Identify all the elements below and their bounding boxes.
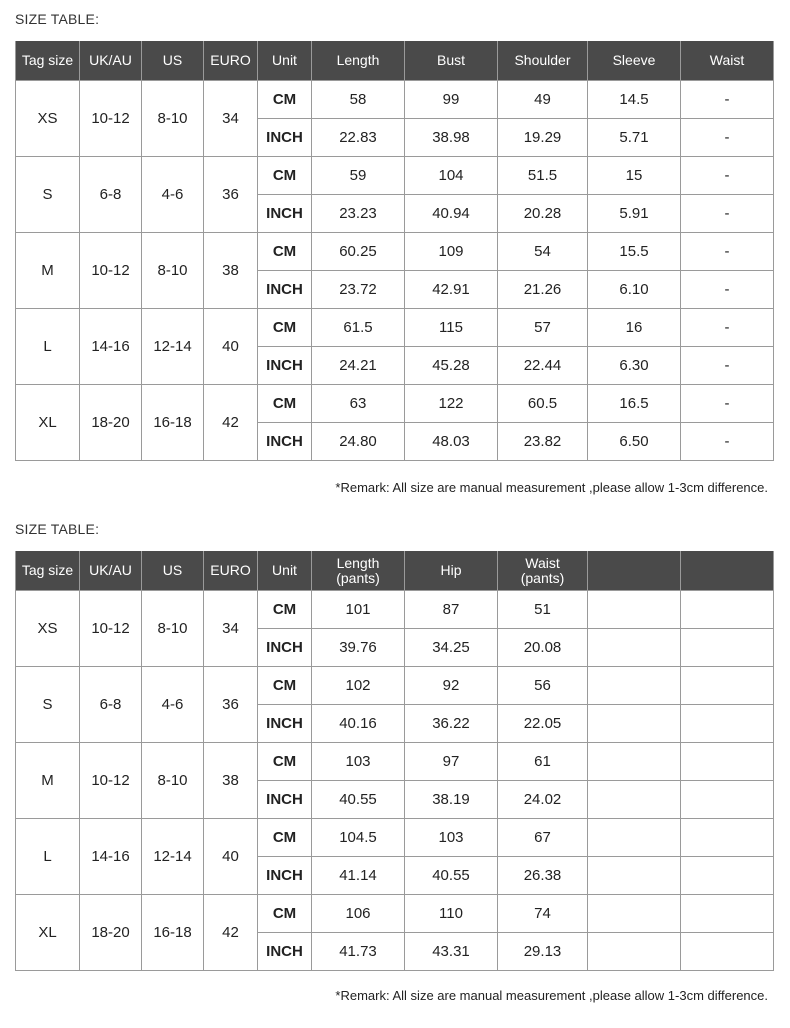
size-row-cm: [16, 309, 774, 347]
measure-cell: [681, 857, 774, 895]
unit-cell: INCH: [258, 705, 312, 743]
measure-cell: 5.91: [588, 195, 681, 233]
measure-cell: 38.98: [405, 119, 498, 157]
measure-cell: 49: [498, 81, 588, 119]
measure-cell: [681, 819, 774, 857]
tag-size-cell: S: [16, 667, 80, 743]
header-waist: Waist: [681, 41, 774, 81]
measure-cell: [588, 857, 681, 895]
measure-cell: [681, 895, 774, 933]
measure-cell: 40.55: [312, 781, 405, 819]
euro-cell: 40: [204, 819, 258, 895]
euro-cell: 42: [204, 895, 258, 971]
measure-cell: 24.21: [312, 347, 405, 385]
measure-cell: 115: [405, 309, 498, 347]
measure-cell: 36.22: [405, 705, 498, 743]
section-title: SIZE TABLE:: [15, 11, 100, 27]
size-row-cm: [16, 81, 774, 119]
uk-au-cell: 18-20: [80, 895, 142, 971]
measure-cell: 23.23: [312, 195, 405, 233]
measure-cell: [681, 781, 774, 819]
euro-cell: 34: [204, 591, 258, 667]
header-row: [16, 551, 774, 591]
measure-cell: 104: [405, 157, 498, 195]
measure-cell: 41.73: [312, 933, 405, 971]
measure-cell: 24.02: [498, 781, 588, 819]
measure-cell: 43.31: [405, 933, 498, 971]
measure-cell: 19.29: [498, 119, 588, 157]
unit-cell: CM: [258, 895, 312, 933]
measure-cell: 63: [312, 385, 405, 423]
measure-cell: [588, 667, 681, 705]
unit-cell: INCH: [258, 781, 312, 819]
tag-size-cell: XS: [16, 81, 80, 157]
unit-cell: INCH: [258, 933, 312, 971]
header-waist-pants: Waist (pants): [498, 551, 588, 591]
tag-size-cell: M: [16, 233, 80, 309]
measure-cell: 61.5: [312, 309, 405, 347]
measure-cell: [681, 591, 774, 629]
measure-cell: -: [681, 385, 774, 423]
header-empty-2: [681, 551, 774, 591]
size-row-cm: [16, 819, 774, 857]
measure-cell: -: [681, 233, 774, 271]
measure-cell: 24.80: [312, 423, 405, 461]
measure-cell: 109: [405, 233, 498, 271]
measure-cell: 103: [405, 819, 498, 857]
measure-cell: -: [681, 271, 774, 309]
measure-cell: 101: [312, 591, 405, 629]
uk-au-cell: 14-16: [80, 819, 142, 895]
unit-cell: INCH: [258, 857, 312, 895]
measure-cell: 51.5: [498, 157, 588, 195]
measure-cell: 103: [312, 743, 405, 781]
size-row-cm: [16, 743, 774, 781]
measure-cell: 23.72: [312, 271, 405, 309]
unit-cell: CM: [258, 667, 312, 705]
measure-cell: -: [681, 81, 774, 119]
measure-cell: 20.28: [498, 195, 588, 233]
measure-cell: 104.5: [312, 819, 405, 857]
measure-cell: 58: [312, 81, 405, 119]
tag-size-cell: XL: [16, 385, 80, 461]
header-sleeve: Sleeve: [588, 41, 681, 81]
section-title: SIZE TABLE:: [15, 521, 100, 537]
unit-cell: CM: [258, 81, 312, 119]
measure-cell: 22.05: [498, 705, 588, 743]
measure-cell: 45.28: [405, 347, 498, 385]
measure-cell: 92: [405, 667, 498, 705]
header-unit: Unit: [258, 41, 312, 81]
size-row-cm: [16, 385, 774, 423]
measure-cell: 22.83: [312, 119, 405, 157]
unit-cell: INCH: [258, 347, 312, 385]
us-cell: 8-10: [142, 743, 204, 819]
size-table-section-1: [0, 0, 790, 510]
measure-cell: 40.94: [405, 195, 498, 233]
measure-cell: 102: [312, 667, 405, 705]
size-table-tops: [15, 41, 774, 461]
measure-cell: [588, 819, 681, 857]
measure-cell: [681, 743, 774, 781]
measure-cell: [681, 667, 774, 705]
measure-cell: 38.19: [405, 781, 498, 819]
size-row-cm: [16, 591, 774, 629]
measure-cell: 87: [405, 591, 498, 629]
header-shoulder: Shoulder: [498, 41, 588, 81]
measure-cell: 74: [498, 895, 588, 933]
measure-cell: [588, 743, 681, 781]
measure-cell: -: [681, 195, 774, 233]
tag-size-cell: XL: [16, 895, 80, 971]
header-empty-1: [588, 551, 681, 591]
measure-cell: 40.55: [405, 857, 498, 895]
measure-cell: 22.44: [498, 347, 588, 385]
measure-cell: 41.14: [312, 857, 405, 895]
size-table-pants: [15, 551, 774, 971]
measure-cell: 54: [498, 233, 588, 271]
unit-cell: CM: [258, 309, 312, 347]
unit-cell: CM: [258, 591, 312, 629]
measure-cell: 56: [498, 667, 588, 705]
measure-cell: 60.25: [312, 233, 405, 271]
measure-cell: [588, 933, 681, 971]
uk-au-cell: 18-20: [80, 385, 142, 461]
measure-cell: 51: [498, 591, 588, 629]
header-tag-size: Tag size: [16, 41, 80, 81]
unit-cell: CM: [258, 233, 312, 271]
measure-cell: 48.03: [405, 423, 498, 461]
uk-au-cell: 10-12: [80, 743, 142, 819]
measure-cell: -: [681, 119, 774, 157]
uk-au-cell: 14-16: [80, 309, 142, 385]
us-cell: 8-10: [142, 233, 204, 309]
measure-cell: 61: [498, 743, 588, 781]
measure-cell: 15: [588, 157, 681, 195]
euro-cell: 36: [204, 157, 258, 233]
measure-cell: 106: [312, 895, 405, 933]
size-row-cm: [16, 157, 774, 195]
header-euro: EURO: [204, 551, 258, 591]
measure-cell: -: [681, 309, 774, 347]
measure-cell: [588, 705, 681, 743]
measure-cell: 20.08: [498, 629, 588, 667]
uk-au-cell: 6-8: [80, 667, 142, 743]
measure-cell: 110: [405, 895, 498, 933]
euro-cell: 38: [204, 233, 258, 309]
measure-cell: 16.5: [588, 385, 681, 423]
measure-cell: -: [681, 347, 774, 385]
measure-cell: 6.30: [588, 347, 681, 385]
uk-au-cell: 10-12: [80, 233, 142, 309]
measure-cell: 59: [312, 157, 405, 195]
euro-cell: 42: [204, 385, 258, 461]
header-uk-au: UK/AU: [80, 551, 142, 591]
header-length-pants: Length (pants): [312, 551, 405, 591]
us-cell: 8-10: [142, 591, 204, 667]
header-us: US: [142, 551, 204, 591]
unit-cell: INCH: [258, 195, 312, 233]
us-cell: 12-14: [142, 309, 204, 385]
measure-cell: [588, 781, 681, 819]
size-table-section-2: [0, 510, 790, 1028]
header-row: [16, 41, 774, 81]
measure-cell: 67: [498, 819, 588, 857]
tag-size-cell: S: [16, 157, 80, 233]
euro-cell: 36: [204, 667, 258, 743]
measure-cell: 5.71: [588, 119, 681, 157]
uk-au-cell: 10-12: [80, 591, 142, 667]
unit-cell: CM: [258, 819, 312, 857]
euro-cell: 34: [204, 81, 258, 157]
tag-size-cell: L: [16, 819, 80, 895]
measure-cell: 122: [405, 385, 498, 423]
measure-cell: -: [681, 157, 774, 195]
measure-cell: 60.5: [498, 385, 588, 423]
uk-au-cell: 10-12: [80, 81, 142, 157]
measure-cell: -: [681, 423, 774, 461]
unit-cell: INCH: [258, 629, 312, 667]
header-euro: EURO: [204, 41, 258, 81]
measure-cell: 16: [588, 309, 681, 347]
us-cell: 16-18: [142, 895, 204, 971]
euro-cell: 40: [204, 309, 258, 385]
header-bust: Bust: [405, 41, 498, 81]
measure-cell: 23.82: [498, 423, 588, 461]
header-uk-au: UK/AU: [80, 41, 142, 81]
remark-note: *Remark: All size are manual measurement ,please allow 1-3cm difference.: [335, 988, 768, 1003]
us-cell: 8-10: [142, 81, 204, 157]
size-row-cm: [16, 233, 774, 271]
measure-cell: [588, 895, 681, 933]
us-cell: 16-18: [142, 385, 204, 461]
size-row-cm: [16, 667, 774, 705]
us-cell: 4-6: [142, 157, 204, 233]
measure-cell: 26.38: [498, 857, 588, 895]
header-us: US: [142, 41, 204, 81]
measure-cell: 42.91: [405, 271, 498, 309]
unit-cell: INCH: [258, 271, 312, 309]
tag-size-cell: M: [16, 743, 80, 819]
tag-size-cell: L: [16, 309, 80, 385]
measure-cell: 57: [498, 309, 588, 347]
measure-cell: 21.26: [498, 271, 588, 309]
measure-cell: 6.10: [588, 271, 681, 309]
unit-cell: CM: [258, 385, 312, 423]
measure-cell: 6.50: [588, 423, 681, 461]
tag-size-cell: XS: [16, 591, 80, 667]
unit-cell: CM: [258, 157, 312, 195]
header-tag-size: Tag size: [16, 551, 80, 591]
uk-au-cell: 6-8: [80, 157, 142, 233]
measure-cell: 29.13: [498, 933, 588, 971]
measure-cell: 99: [405, 81, 498, 119]
measure-cell: 39.76: [312, 629, 405, 667]
header-length: Length: [312, 41, 405, 81]
measure-cell: [588, 591, 681, 629]
measure-cell: [681, 629, 774, 667]
unit-cell: INCH: [258, 423, 312, 461]
measure-cell: [681, 705, 774, 743]
unit-cell: CM: [258, 743, 312, 781]
header-hip: Hip: [405, 551, 498, 591]
measure-cell: [681, 933, 774, 971]
size-row-cm: [16, 895, 774, 933]
us-cell: 4-6: [142, 667, 204, 743]
measure-cell: 14.5: [588, 81, 681, 119]
measure-cell: 40.16: [312, 705, 405, 743]
remark-note: *Remark: All size are manual measurement ,please allow 1-3cm difference.: [335, 480, 768, 495]
euro-cell: 38: [204, 743, 258, 819]
measure-cell: 97: [405, 743, 498, 781]
measure-cell: [588, 629, 681, 667]
us-cell: 12-14: [142, 819, 204, 895]
header-unit: Unit: [258, 551, 312, 591]
unit-cell: INCH: [258, 119, 312, 157]
measure-cell: 15.5: [588, 233, 681, 271]
measure-cell: 34.25: [405, 629, 498, 667]
